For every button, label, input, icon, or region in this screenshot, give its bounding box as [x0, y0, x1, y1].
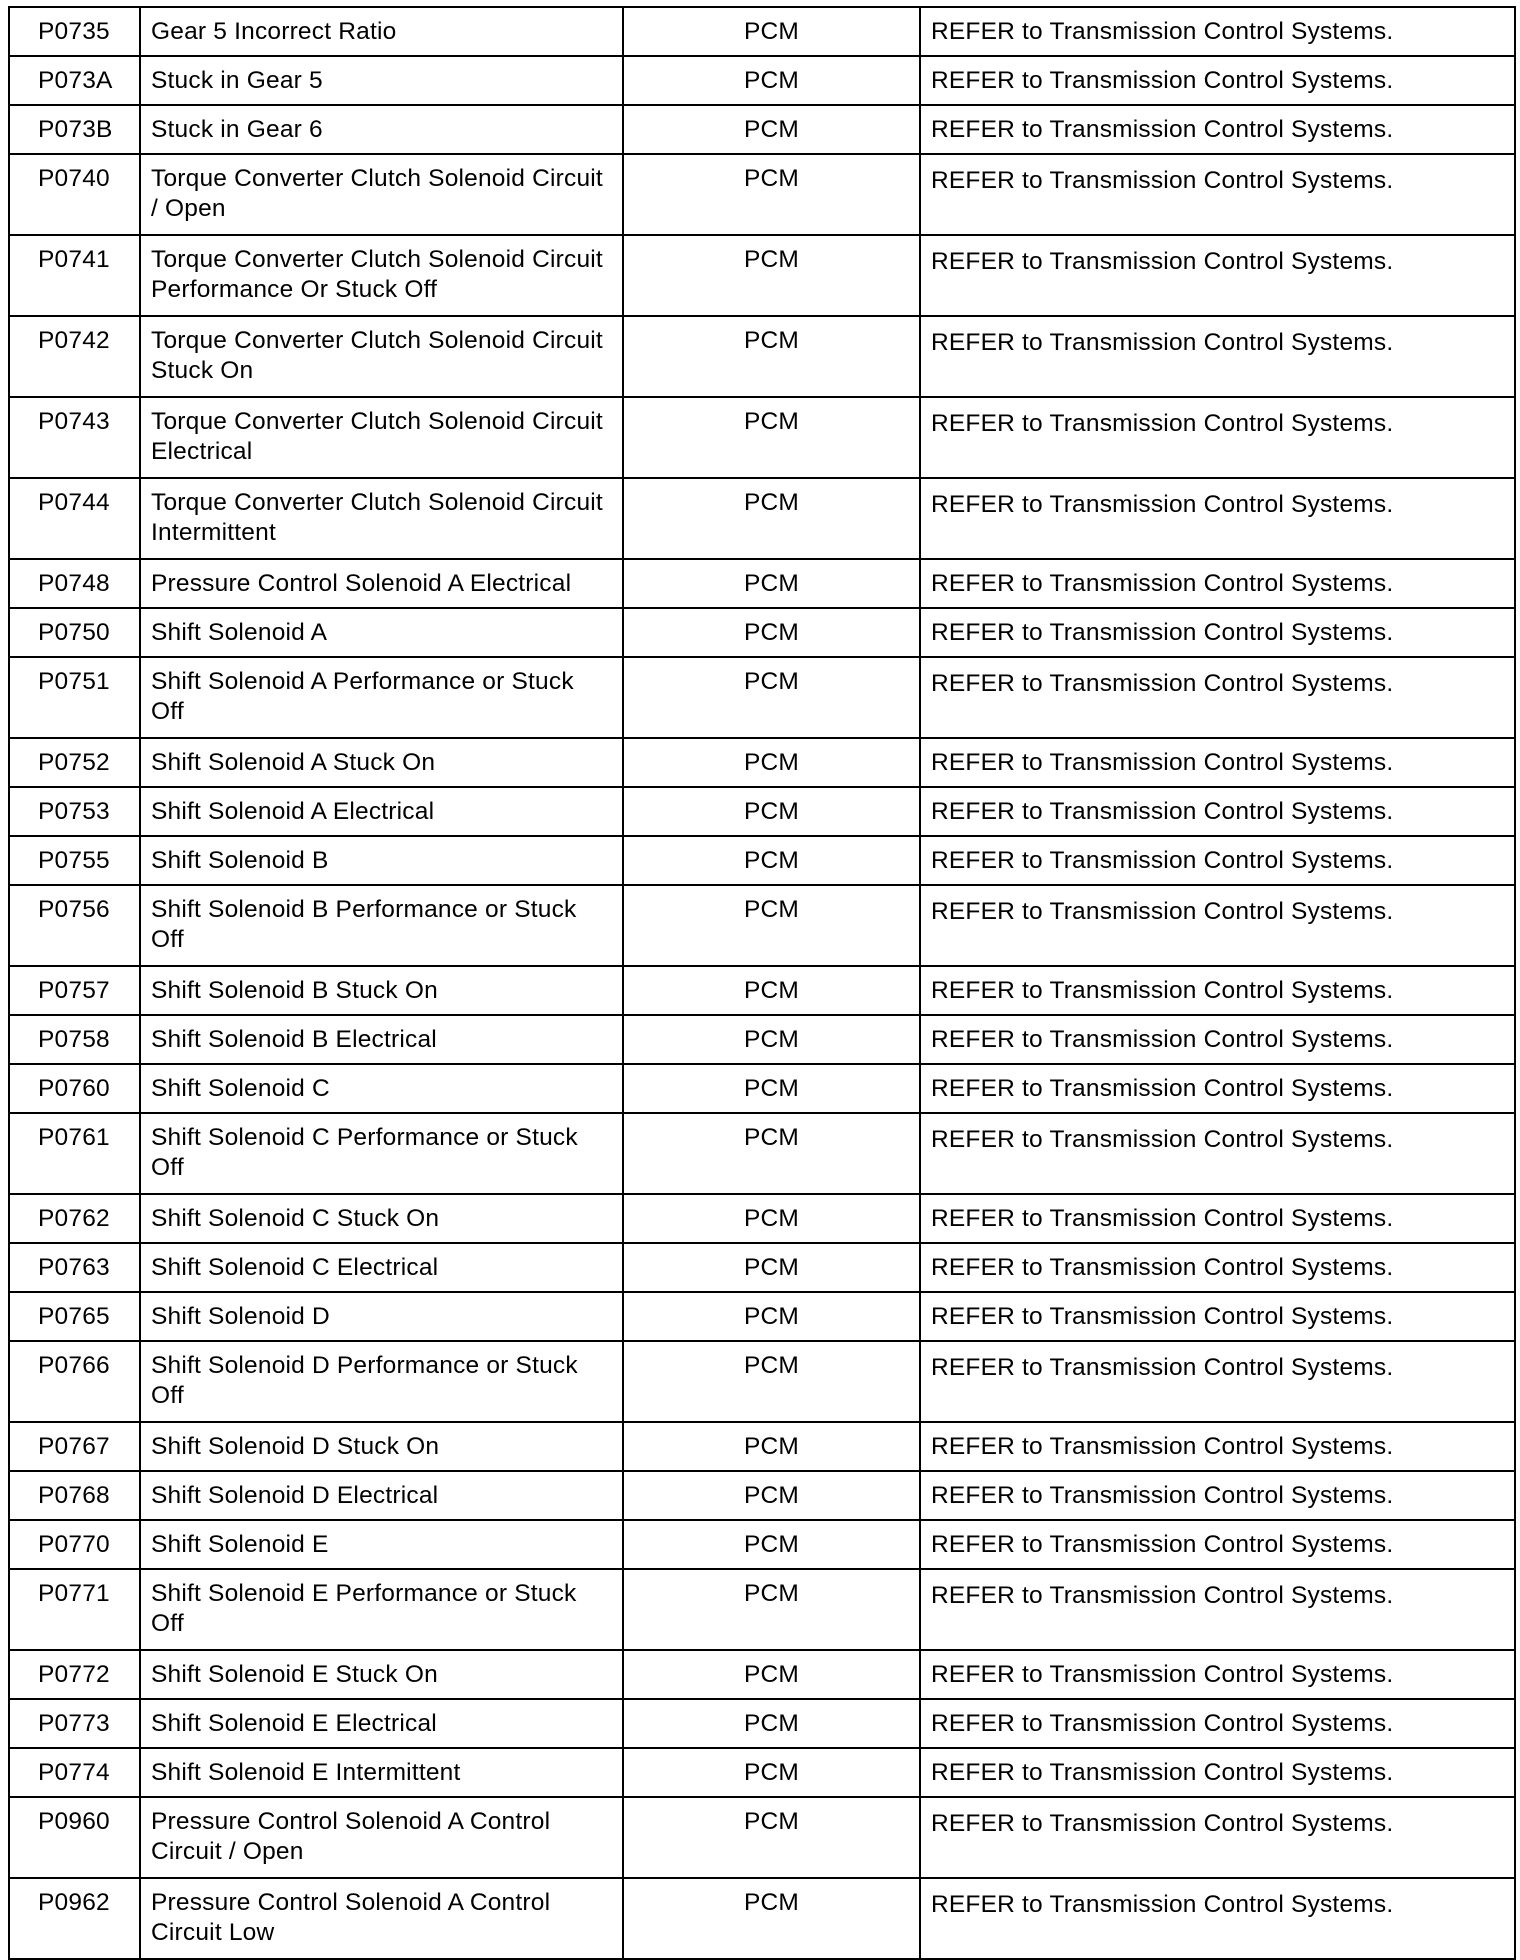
action-cell: REFER to Transmission Control Systems. — [920, 787, 1515, 836]
action-cell: REFER to Transmission Control Systems. — [920, 966, 1515, 1015]
dtc-code-cell: P0758 — [9, 1015, 140, 1064]
table-row — [9, 235, 1515, 316]
table-row — [9, 1520, 1515, 1569]
action-cell: REFER to Transmission Control Systems. — [920, 56, 1515, 105]
dtc-code-cell: P0772 — [9, 1650, 140, 1699]
module-cell: PCM — [623, 836, 920, 885]
description-cell: Torque Converter Clutch Solenoid Circuit Performance Or Stuck Off — [140, 235, 623, 316]
table-row — [9, 738, 1515, 787]
module-cell: PCM — [623, 1064, 920, 1113]
action-cell: REFER to Transmission Control Systems. — [920, 1194, 1515, 1243]
table-row — [9, 1064, 1515, 1113]
action-cell: REFER to Transmission Control Systems. — [920, 1520, 1515, 1569]
action-cell: REFER to Transmission Control Systems. — [920, 1292, 1515, 1341]
action-cell: REFER to Transmission Control Systems. — [920, 1243, 1515, 1292]
action-cell: REFER to Transmission Control Systems. — [920, 1569, 1515, 1650]
module-cell: PCM — [623, 1341, 920, 1422]
module-cell: PCM — [623, 608, 920, 657]
table-row — [9, 657, 1515, 738]
table-row — [9, 1878, 1515, 1959]
dtc-code-cell: P0761 — [9, 1113, 140, 1194]
dtc-code-cell: P0743 — [9, 397, 140, 478]
module-cell: PCM — [623, 1015, 920, 1064]
dtc-table-body — [9, 7, 1515, 1959]
action-cell: REFER to Transmission Control Systems. — [920, 1015, 1515, 1064]
description-cell: Shift Solenoid B — [140, 836, 623, 885]
table-row — [9, 1650, 1515, 1699]
dtc-code-cell: P0752 — [9, 738, 140, 787]
description-cell: Pressure Control Solenoid A Control Circuit Low — [140, 1878, 623, 1959]
description-cell: Shift Solenoid A — [140, 608, 623, 657]
dtc-code-cell: P073B — [9, 105, 140, 154]
action-cell: REFER to Transmission Control Systems. — [920, 1064, 1515, 1113]
table-row — [9, 154, 1515, 235]
module-cell: PCM — [623, 738, 920, 787]
description-cell: Shift Solenoid C Electrical — [140, 1243, 623, 1292]
action-cell: REFER to Transmission Control Systems. — [920, 7, 1515, 56]
module-cell: PCM — [623, 1878, 920, 1959]
table-row — [9, 1243, 1515, 1292]
table-row — [9, 1292, 1515, 1341]
description-cell: Shift Solenoid D Stuck On — [140, 1422, 623, 1471]
dtc-code-cell: P0768 — [9, 1471, 140, 1520]
dtc-code-cell: P073A — [9, 56, 140, 105]
description-cell: Shift Solenoid B Performance or Stuck Off — [140, 885, 623, 966]
dtc-code-cell: P0755 — [9, 836, 140, 885]
module-cell: PCM — [623, 657, 920, 738]
table-row — [9, 1422, 1515, 1471]
description-cell: Shift Solenoid A Stuck On — [140, 738, 623, 787]
action-cell: REFER to Transmission Control Systems. — [920, 397, 1515, 478]
action-cell: REFER to Transmission Control Systems. — [920, 154, 1515, 235]
description-cell: Shift Solenoid E — [140, 1520, 623, 1569]
module-cell: PCM — [623, 56, 920, 105]
description-cell: Shift Solenoid A Electrical — [140, 787, 623, 836]
description-cell: Torque Converter Clutch Solenoid Circuit / Open — [140, 154, 623, 235]
table-row — [9, 608, 1515, 657]
description-cell: Shift Solenoid D Electrical — [140, 1471, 623, 1520]
dtc-code-cell: P0757 — [9, 966, 140, 1015]
dtc-code-cell: P0753 — [9, 787, 140, 836]
action-cell: REFER to Transmission Control Systems. — [920, 836, 1515, 885]
table-row — [9, 1569, 1515, 1650]
module-cell: PCM — [623, 7, 920, 56]
action-cell: REFER to Transmission Control Systems. — [920, 1650, 1515, 1699]
action-cell: REFER to Transmission Control Systems. — [920, 657, 1515, 738]
action-cell: REFER to Transmission Control Systems. — [920, 105, 1515, 154]
module-cell: PCM — [623, 316, 920, 397]
dtc-code-cell: P0750 — [9, 608, 140, 657]
module-cell: PCM — [623, 1194, 920, 1243]
module-cell: PCM — [623, 1292, 920, 1341]
action-cell: REFER to Transmission Control Systems. — [920, 1878, 1515, 1959]
table-row — [9, 1699, 1515, 1748]
description-cell: Shift Solenoid E Intermittent — [140, 1748, 623, 1797]
description-cell: Shift Solenoid C — [140, 1064, 623, 1113]
description-cell: Shift Solenoid C Performance or Stuck Off — [140, 1113, 623, 1194]
description-cell: Shift Solenoid B Electrical — [140, 1015, 623, 1064]
dtc-code-cell: P0771 — [9, 1569, 140, 1650]
dtc-code-cell: P0751 — [9, 657, 140, 738]
dtc-code-cell: P0762 — [9, 1194, 140, 1243]
description-cell: Shift Solenoid C Stuck On — [140, 1194, 623, 1243]
description-cell: Shift Solenoid E Performance or Stuck Off — [140, 1569, 623, 1650]
dtc-code-cell: P0735 — [9, 7, 140, 56]
action-cell: REFER to Transmission Control Systems. — [920, 559, 1515, 608]
description-cell: Gear 5 Incorrect Ratio — [140, 7, 623, 56]
action-cell: REFER to Transmission Control Systems. — [920, 738, 1515, 787]
module-cell: PCM — [623, 966, 920, 1015]
action-cell: REFER to Transmission Control Systems. — [920, 1113, 1515, 1194]
table-row — [9, 7, 1515, 56]
module-cell: PCM — [623, 105, 920, 154]
module-cell: PCM — [623, 1520, 920, 1569]
table-row — [9, 397, 1515, 478]
description-cell: Shift Solenoid D Performance or Stuck Off — [140, 1341, 623, 1422]
table-row — [9, 836, 1515, 885]
module-cell: PCM — [623, 397, 920, 478]
dtc-code-cell: P0767 — [9, 1422, 140, 1471]
table-row — [9, 1194, 1515, 1243]
action-cell: REFER to Transmission Control Systems. — [920, 1422, 1515, 1471]
dtc-code-cell: P0760 — [9, 1064, 140, 1113]
table-row — [9, 787, 1515, 836]
dtc-table — [8, 6, 1516, 1960]
action-cell: REFER to Transmission Control Systems. — [920, 316, 1515, 397]
dtc-code-cell: P0756 — [9, 885, 140, 966]
module-cell: PCM — [623, 1243, 920, 1292]
table-row — [9, 1748, 1515, 1797]
table-row — [9, 56, 1515, 105]
module-cell: PCM — [623, 787, 920, 836]
action-cell: REFER to Transmission Control Systems. — [920, 1341, 1515, 1422]
description-cell: Torque Converter Clutch Solenoid Circuit Stuck On — [140, 316, 623, 397]
action-cell: REFER to Transmission Control Systems. — [920, 608, 1515, 657]
table-row — [9, 559, 1515, 608]
description-cell: Shift Solenoid A Performance or Stuck Off — [140, 657, 623, 738]
description-cell: Stuck in Gear 6 — [140, 105, 623, 154]
action-cell: REFER to Transmission Control Systems. — [920, 478, 1515, 559]
description-cell: Pressure Control Solenoid A Control Circuit / Open — [140, 1797, 623, 1878]
module-cell: PCM — [623, 559, 920, 608]
table-row — [9, 1015, 1515, 1064]
table-row — [9, 1471, 1515, 1520]
description-cell: Shift Solenoid D — [140, 1292, 623, 1341]
module-cell: PCM — [623, 1748, 920, 1797]
dtc-code-cell: P0748 — [9, 559, 140, 608]
description-cell: Torque Converter Clutch Solenoid Circuit Intermittent — [140, 478, 623, 559]
module-cell: PCM — [623, 1569, 920, 1650]
action-cell: REFER to Transmission Control Systems. — [920, 885, 1515, 966]
action-cell: REFER to Transmission Control Systems. — [920, 1699, 1515, 1748]
action-cell: REFER to Transmission Control Systems. — [920, 235, 1515, 316]
module-cell: PCM — [623, 1422, 920, 1471]
module-cell: PCM — [623, 154, 920, 235]
module-cell: PCM — [623, 1797, 920, 1878]
table-row — [9, 885, 1515, 966]
description-cell: Shift Solenoid E Electrical — [140, 1699, 623, 1748]
dtc-code-cell: P0740 — [9, 154, 140, 235]
dtc-code-cell: P0962 — [9, 1878, 140, 1959]
dtc-code-cell: P0763 — [9, 1243, 140, 1292]
dtc-code-cell: P0742 — [9, 316, 140, 397]
table-row — [9, 966, 1515, 1015]
table-row — [9, 1113, 1515, 1194]
action-cell: REFER to Transmission Control Systems. — [920, 1797, 1515, 1878]
module-cell: PCM — [623, 478, 920, 559]
module-cell: PCM — [623, 235, 920, 316]
action-cell: REFER to Transmission Control Systems. — [920, 1471, 1515, 1520]
module-cell: PCM — [623, 1471, 920, 1520]
description-cell: Shift Solenoid B Stuck On — [140, 966, 623, 1015]
dtc-code-cell: P0741 — [9, 235, 140, 316]
dtc-code-cell: P0770 — [9, 1520, 140, 1569]
description-cell: Torque Converter Clutch Solenoid Circuit Electrical — [140, 397, 623, 478]
table-row — [9, 105, 1515, 154]
module-cell: PCM — [623, 1699, 920, 1748]
module-cell: PCM — [623, 1650, 920, 1699]
table-row — [9, 316, 1515, 397]
description-cell: Stuck in Gear 5 — [140, 56, 623, 105]
description-cell: Pressure Control Solenoid A Electrical — [140, 559, 623, 608]
dtc-code-cell: P0774 — [9, 1748, 140, 1797]
dtc-code-cell: P0766 — [9, 1341, 140, 1422]
module-cell: PCM — [623, 885, 920, 966]
dtc-code-cell: P0765 — [9, 1292, 140, 1341]
table-row — [9, 1341, 1515, 1422]
table-row — [9, 1797, 1515, 1878]
dtc-code-cell: P0744 — [9, 478, 140, 559]
table-row — [9, 478, 1515, 559]
action-cell: REFER to Transmission Control Systems. — [920, 1748, 1515, 1797]
dtc-code-cell: P0773 — [9, 1699, 140, 1748]
module-cell: PCM — [623, 1113, 920, 1194]
description-cell: Shift Solenoid E Stuck On — [140, 1650, 623, 1699]
dtc-code-cell: P0960 — [9, 1797, 140, 1878]
